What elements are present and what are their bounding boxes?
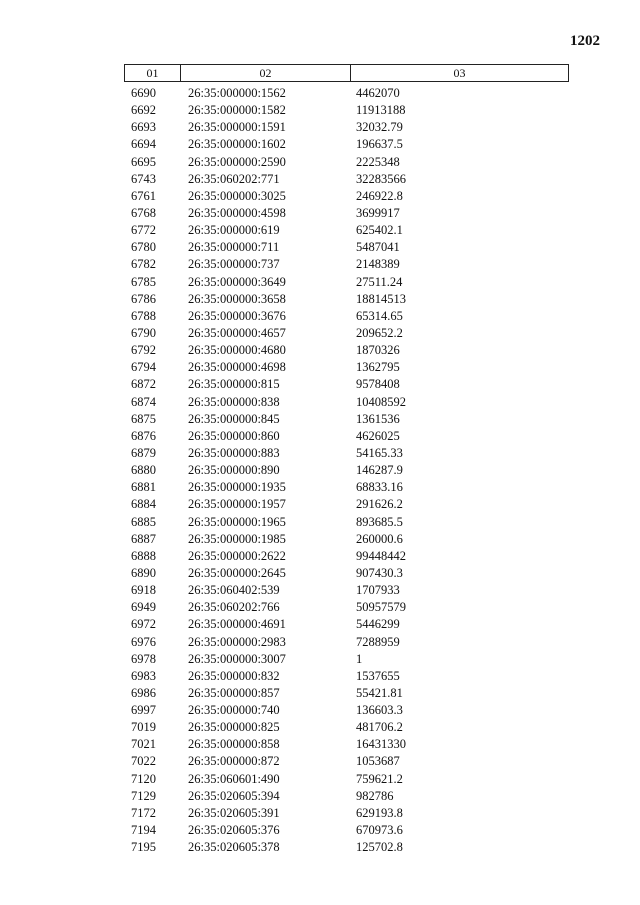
table-row [124,634,569,651]
column-header-03: 03 [453,66,466,80]
column-header-02: 02 [181,65,351,81]
table-row [124,274,569,291]
table-row [124,85,569,102]
table-cell-3: 982786 [356,788,394,803]
table-row [124,376,569,393]
table-cell-1: 6785 [131,274,156,289]
table-cell-3: 907430.3 [356,565,403,580]
table-row [124,154,569,171]
table-cell-3: 260000.6 [356,531,403,546]
table-cell-3: 68833.16 [356,480,403,495]
table-cell-1: 6983 [131,668,156,683]
table-row [124,548,569,565]
page-number: 1202 [570,33,600,49]
table-row [124,771,569,788]
table-cell-1: 6880 [131,463,156,478]
table-cell-2: 26:35:000000:1591 [188,120,286,135]
table-cell-2: 26:35:000000:883 [188,445,280,460]
table-row [124,685,569,702]
table-cell-1: 6890 [131,565,156,580]
table-cell-3: 54165.33 [356,445,403,460]
table-row [124,788,569,805]
table-cell-2: 26:35:000000:2645 [188,565,286,580]
table-cell-3: 16431330 [356,737,406,752]
table-cell-1: 6780 [131,240,156,255]
table-row [124,565,569,582]
table-cell-1: 6743 [131,171,156,186]
table-cell-3: 7288959 [356,634,400,649]
table-cell-3: 4462070 [356,86,400,100]
table-cell-3: 1537655 [356,668,400,683]
table-cell-2: 26:35:000000:1957 [188,497,286,512]
table-row [124,411,569,428]
table-cell-1: 7120 [131,771,156,786]
table-cell-1: 6876 [131,428,156,443]
table-cell-3: 5446299 [356,617,400,632]
table-cell-3: 3699917 [356,205,400,220]
table-cell-1: 6693 [131,120,156,135]
table-header [124,64,569,82]
table-cell-2: 26:35:000000:872 [188,754,280,769]
table-row [124,719,569,736]
table-row [124,462,569,479]
table-cell-2: 26:35:000000:4657 [188,325,286,340]
table-cell-2: 26:35:060202:771 [188,171,280,186]
table-cell-1: 6918 [131,583,156,598]
table-cell-2: 26:35:000000:858 [188,737,280,752]
table-cell-1: 7022 [131,754,156,769]
table-cell-3: 1 [356,651,363,666]
table-cell-2: 26:35:020605:391 [188,805,280,820]
table-cell-1: 6888 [131,548,156,563]
table-cell-1: 6879 [131,445,156,460]
table-cell-1: 6790 [131,325,156,340]
table-cell-1: 6885 [131,514,156,529]
table-cell-2: 26:35:000000:4691 [188,617,286,632]
table-row [124,188,569,205]
column-header-01: 01 [125,65,181,81]
table-cell-1: 6761 [131,188,156,203]
table-row [124,342,569,359]
table-row [124,171,569,188]
table-cell-1: 7194 [131,823,156,838]
table-row [124,839,569,856]
table-row [124,531,569,548]
table-cell-3: 1707933 [356,583,400,598]
table-row [124,325,569,342]
table-cell-2: 26:35:000000:711 [188,240,280,255]
table-cell-2: 26:35:000000:2622 [188,548,286,563]
table-cell-3: 10408592 [356,394,406,409]
table-cell-3: 629193.8 [356,805,403,820]
table-cell-2: 26:35:000000:1985 [188,531,286,546]
table-cell-1: 6976 [131,634,156,649]
table-cell-2: 26:35:020605:378 [188,840,280,855]
table-cell-2: 26:35:000000:3025 [188,188,286,203]
table-cell-2: 26:35:000000:1965 [188,514,286,529]
table-cell-2: 26:35:020605:394 [188,788,280,803]
table-cell-2: 26:35:000000:857 [188,685,280,700]
table-cell-3: 99448442 [356,548,406,563]
table-cell-3: 2148389 [356,257,400,272]
table-cell-3: 55421.81 [356,685,403,700]
table-cell-1: 6690 [131,86,156,100]
table-cell-1: 7172 [131,805,156,820]
table-row [124,822,569,839]
table-row [124,479,569,496]
table-row [124,651,569,668]
table-cell-2: 26:35:000000:2590 [188,154,286,169]
table-cell-2: 26:35:000000:740 [188,703,280,718]
table-row [124,582,569,599]
table-row [124,753,569,770]
table-cell-1: 6875 [131,411,156,426]
table-row [124,119,569,136]
table-row [124,205,569,222]
table-row [124,256,569,273]
table-row [124,702,569,719]
table-cell-1: 6772 [131,223,156,238]
table-cell-2: 26:35:000000:845 [188,411,280,426]
table-cell-3: 4626025 [356,428,400,443]
table-cell-3: 27511.24 [356,274,403,289]
table-cell-2: 26:35:000000:3658 [188,291,286,306]
table-cell-1: 6881 [131,480,156,495]
table-cell-3: 2225348 [356,154,400,169]
table-row [124,308,569,325]
table-cell-3: 32283566 [356,171,406,186]
table-row [124,359,569,376]
table-cell-2: 26:35:000000:838 [188,394,280,409]
table-cell-2: 26:35:000000:1562 [188,86,286,100]
table-cell-3: 146287.9 [356,463,403,478]
table-cell-3: 136603.3 [356,703,403,718]
table-row [124,445,569,462]
table-row [124,291,569,308]
table-cell-2: 26:35:000000:860 [188,428,280,443]
table-cell-2: 26:35:060202:766 [188,600,280,615]
table-cell-2: 26:35:000000:1602 [188,137,286,152]
table-cell-1: 6794 [131,360,156,375]
table-row [124,668,569,685]
table-cell-2: 26:35:020605:376 [188,823,280,838]
table-row [124,136,569,153]
table-cell-3: 18814513 [356,291,406,306]
table-cell-2: 26:35:000000:1582 [188,103,286,118]
table-cell-3: 1361536 [356,411,400,426]
table-cell-3: 291626.2 [356,497,403,512]
table-cell-3: 196637.5 [356,137,403,152]
table-cell-3: 246922.8 [356,188,403,203]
table-cell-2: 26:35:000000:832 [188,668,280,683]
table-row [124,616,569,633]
table-cell-2: 26:35:000000:4680 [188,343,286,358]
table-cell-2: 26:35:000000:3676 [188,308,286,323]
table-cell-3: 1362795 [356,360,400,375]
table-cell-2: 26:35:060402:539 [188,583,280,598]
table-cell-1: 6768 [131,205,156,220]
table-cell-1: 6986 [131,685,156,700]
table-cell-3: 759621.2 [356,771,403,786]
table-cell-3: 625402.1 [356,223,403,238]
table-cell-3: 1053687 [356,754,400,769]
table-cell-3: 50957579 [356,600,406,615]
table-cell-1: 6874 [131,394,156,409]
table-cell-2: 26:35:000000:4698 [188,360,286,375]
table-cell-1: 6997 [131,703,156,718]
table-cell-2: 26:35:000000:2983 [188,634,286,649]
table-cell-3: 9578408 [356,377,400,392]
table-cell-3: 481706.2 [356,720,403,735]
table-cell-2: 26:35:000000:890 [188,463,280,478]
table-row [124,736,569,753]
table-cell-2: 26:35:000000:1935 [188,480,286,495]
table-cell-1: 6949 [131,600,156,615]
table-row [124,239,569,256]
table-cell-1: 6786 [131,291,156,306]
table-cell-1: 7195 [131,840,156,855]
table-cell-1: 6887 [131,531,156,546]
table-cell-2: 26:35:000000:825 [188,720,280,735]
table-cell-1: 6884 [131,497,156,512]
table-cell-1: 6978 [131,651,156,666]
table-cell-1: 6872 [131,377,156,392]
table-row [124,599,569,616]
table-cell-3: 1870326 [356,343,400,358]
table-cell-1: 6695 [131,154,156,169]
table-cell-3: 32032.79 [356,120,403,135]
table-cell-2: 26:35:060601:490 [188,771,280,786]
table-cell-3: 209652.2 [356,325,403,340]
table-row [124,496,569,513]
table-cell-2: 26:35:000000:3007 [188,651,286,666]
table-cell-3: 65314.65 [356,308,403,323]
table-cell-2: 26:35:000000:4598 [188,205,286,220]
table-cell-1: 7019 [131,720,156,735]
table-cell-3: 5487041 [356,240,400,255]
table-cell-3: 11913188 [356,103,406,118]
table-body [124,85,569,856]
table-cell-1: 7129 [131,788,156,803]
table-cell-3: 125702.8 [356,840,403,855]
table-cell-1: 6692 [131,103,156,118]
table-row [124,394,569,411]
table-cell-1: 6782 [131,257,156,272]
table-cell-1: 6972 [131,617,156,632]
table-cell-1: 6792 [131,343,156,358]
table-cell-3: 893685.5 [356,514,403,529]
table-row [124,514,569,531]
table-cell-2: 26:35:000000:619 [188,223,280,238]
table-row [124,428,569,445]
table-cell-3: 670973.6 [356,823,403,838]
table-cell-1: 6694 [131,137,156,152]
table-cell-2: 26:35:000000:3649 [188,274,286,289]
table-row [124,102,569,119]
table-row [124,805,569,822]
table-cell-2: 26:35:000000:815 [188,377,280,392]
table-cell-1: 6788 [131,308,156,323]
table-cell-2: 26:35:000000:737 [188,257,280,272]
table-cell-1: 7021 [131,737,156,752]
table-row [124,222,569,239]
